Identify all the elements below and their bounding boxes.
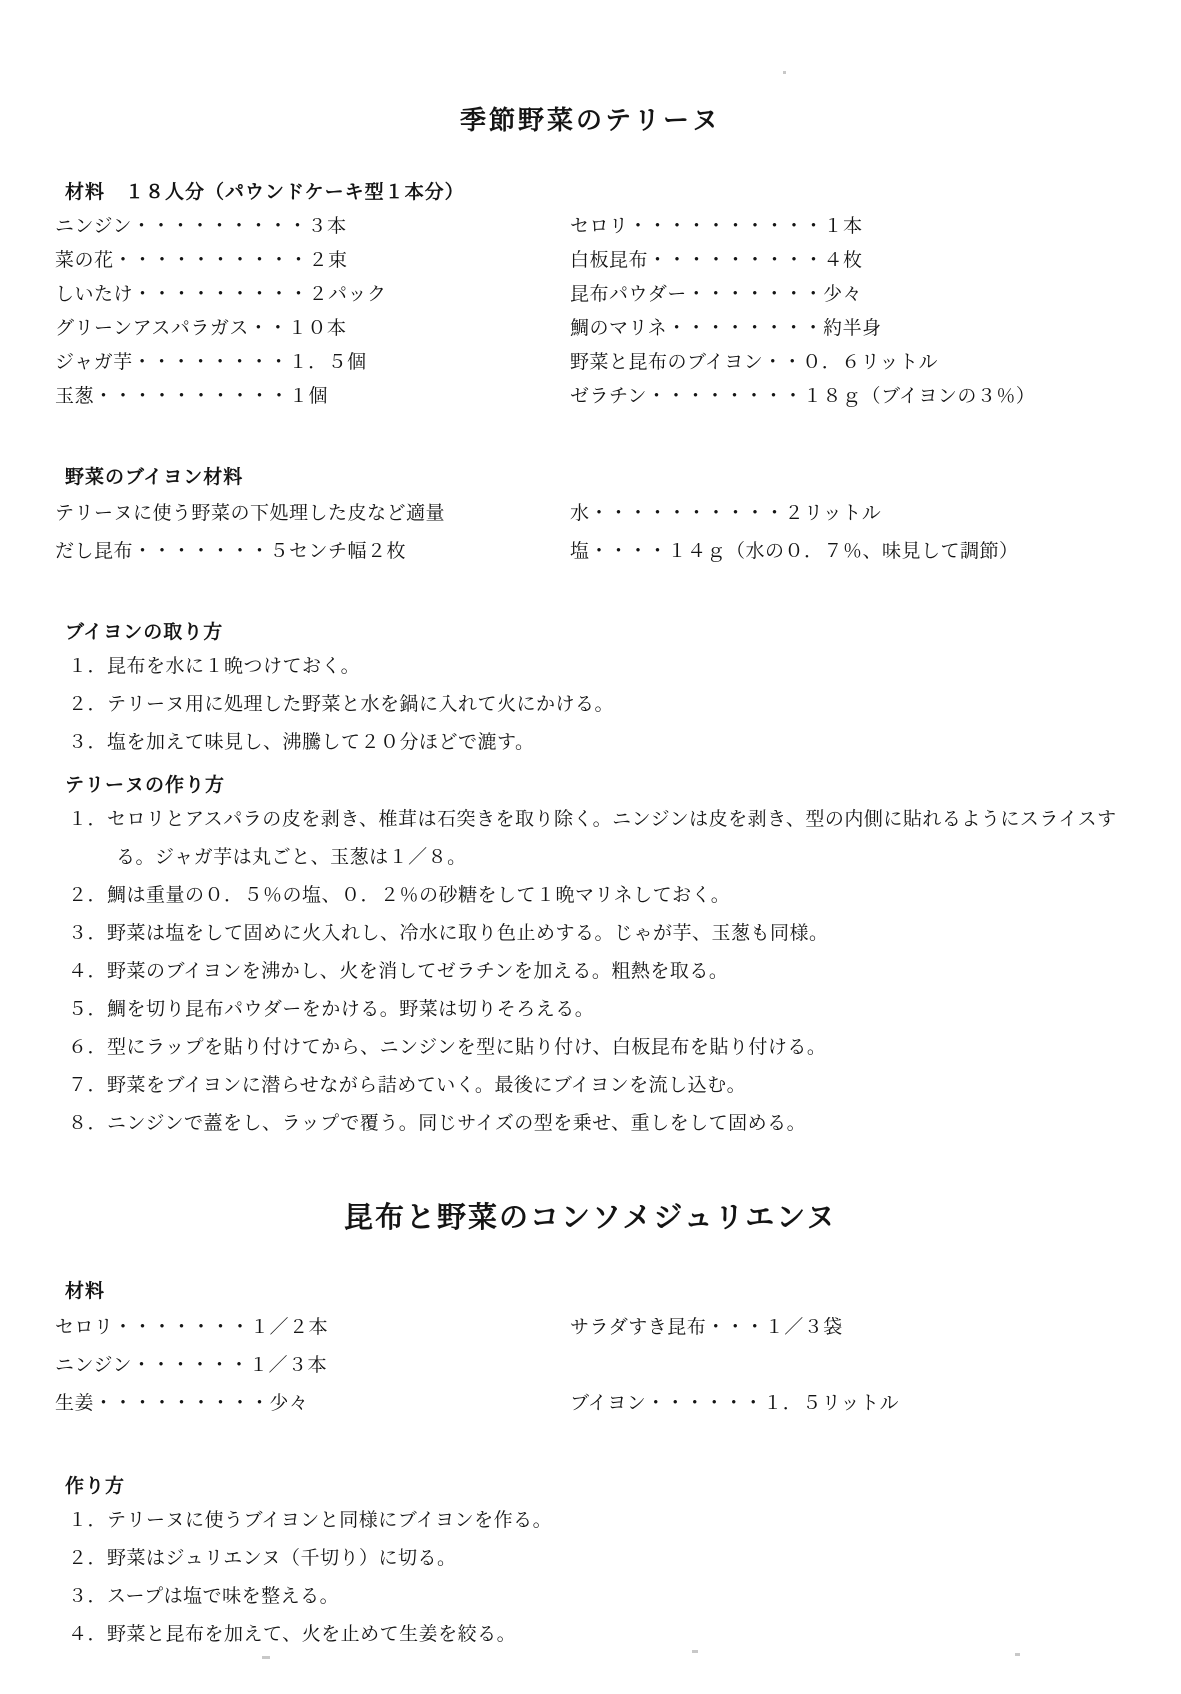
recipe1-bouillon-header: 野菜のブイヨン材料 bbox=[65, 467, 244, 488]
recipe1-terrine-steps bbox=[55, 801, 1126, 1143]
step-item: ６．型にラップを貼り付けてから、ニンジンを型に貼り付け、白板昆布を貼り付ける。 bbox=[68, 1037, 827, 1058]
scan-artifact bbox=[262, 1656, 270, 1659]
ingredient-item: ニンジン・・・・・・１／３本 bbox=[55, 1355, 328, 1376]
ingredient-item: ブイヨン・・・・・・１．５リットル bbox=[570, 1393, 900, 1414]
scan-artifact bbox=[783, 71, 786, 74]
ingredient-item: 塩・・・・１４ｇ（水の０．７％、味見して調節） bbox=[570, 541, 1019, 562]
ingredient-item: 白板昆布・・・・・・・・・４枚 bbox=[570, 250, 863, 271]
ingredient-item: ジャガ芋・・・・・・・・１．５個 bbox=[55, 352, 367, 373]
ingredient-item: しいたけ・・・・・・・・・２パック bbox=[55, 284, 387, 305]
ingredient-item: セロリ・・・・・・・・・・１本 bbox=[570, 216, 863, 237]
ingredient-item: 玉葱・・・・・・・・・・１個 bbox=[55, 386, 329, 407]
recipe1-bouillon-list bbox=[55, 495, 1126, 571]
ingredient-item: ゼラチン・・・・・・・・１８ｇ（ブイヨンの３％） bbox=[570, 386, 1036, 407]
ingredient-item: セロリ・・・・・・・１／２本 bbox=[55, 1317, 329, 1338]
step-item: １．テリーヌに使うブイヨンと同様にブイヨンを作る。 bbox=[68, 1510, 553, 1531]
step-item: ４．野菜のブイヨンを沸かし、火を消してゼラチンを加える。粗熱を取る。 bbox=[68, 961, 729, 982]
recipe1-ingredient-list bbox=[55, 210, 1126, 414]
step-item: ７．野菜をブイヨンに潜らせながら詰めていく。最後にブイヨンを流し込む。 bbox=[68, 1075, 747, 1096]
step-item: ２．鯛は重量の０．５％の塩、０．２％の砂糖をして１晩マリネしておく。 bbox=[68, 885, 731, 906]
recipe1-bouillon-steps-header: ブイヨンの取り方 bbox=[65, 622, 224, 643]
step-item: ４．野菜と昆布を加えて、火を止めて生姜を絞る。 bbox=[68, 1624, 517, 1645]
ingredient-item: 鯛のマリネ・・・・・・・・約半身 bbox=[570, 318, 882, 339]
recipe1-title: 季節野菜のテリーヌ bbox=[459, 105, 721, 135]
recipe2-ingredient-list bbox=[55, 1309, 1126, 1423]
step-item: ３．スープは塩で味を整える。 bbox=[68, 1586, 340, 1607]
recipe1-bouillon-steps bbox=[55, 648, 1126, 762]
step-item: ８．ニンジンで蓋をし、ラップで覆う。同じサイズの型を乗せ、重しをして固める。 bbox=[68, 1113, 807, 1134]
ingredient-item: だし昆布・・・・・・・５センチ幅２枚 bbox=[55, 541, 407, 562]
recipe2-title: 昆布と野菜のコンソメジュリエンヌ bbox=[343, 1202, 838, 1234]
recipe2-steps-header: 作り方 bbox=[65, 1476, 126, 1497]
ingredient-item: 昆布パウダー・・・・・・・少々 bbox=[570, 284, 863, 305]
step-item: １．昆布を水に１晩つけておく。 bbox=[68, 656, 361, 677]
step-item: ２．テリーヌ用に処理した野菜と水を鍋に入れて火にかける。 bbox=[68, 694, 615, 715]
step-item: ２．野菜はジュリエンヌ（千切り）に切る。 bbox=[68, 1548, 457, 1569]
ingredient-item: テリーヌに使う野菜の下処理した皮など適量 bbox=[55, 503, 446, 524]
ingredient-item: ニンジン・・・・・・・・・３本 bbox=[55, 216, 347, 237]
ingredient-item: 菜の花・・・・・・・・・・２束 bbox=[55, 250, 348, 271]
step-item: ３．塩を加えて味見し、沸騰して２０分ほどで漉す。 bbox=[68, 732, 535, 753]
recipe1-ingredients-header: 材料 １８人分（パウンドケーキ型１本分） bbox=[65, 182, 465, 203]
ingredient-item bbox=[570, 1347, 1126, 1385]
scan-artifact bbox=[692, 1650, 698, 1653]
step-item: １．セロリとアスパラの皮を剥き、椎茸は石突きを取り除く。ニンジンは皮を剥き、型の内側に貼れるようにスライスする。ジャガ芋は丸ごと、玉葱は１／８。 bbox=[68, 809, 1117, 868]
ingredient-item: グリーンアスパラガス・・１０本 bbox=[55, 318, 347, 339]
ingredient-item: 水・・・・・・・・・・２リットル bbox=[570, 503, 882, 524]
ingredient-item: サラダすき昆布・・・１／３袋 bbox=[570, 1317, 843, 1338]
step-item: ３．野菜は塩をして固めに火入れし、冷水に取り色止めする。じゃが芋、玉葱も同様。 bbox=[68, 923, 829, 944]
scan-artifact bbox=[1015, 1653, 1020, 1656]
step-item: ５．鯛を切り昆布パウダーをかける。野菜は切りそろえる。 bbox=[68, 999, 595, 1020]
recipe2-ingredients-header: 材料 bbox=[65, 1281, 106, 1302]
recipe1-terrine-steps-header: テリーヌの作り方 bbox=[65, 775, 226, 796]
ingredient-item: 野菜と昆布のブイヨン・・０．６リットル bbox=[570, 352, 939, 373]
ingredient-item: 生姜・・・・・・・・・少々 bbox=[55, 1393, 309, 1414]
recipe2-steps bbox=[55, 1502, 1126, 1654]
